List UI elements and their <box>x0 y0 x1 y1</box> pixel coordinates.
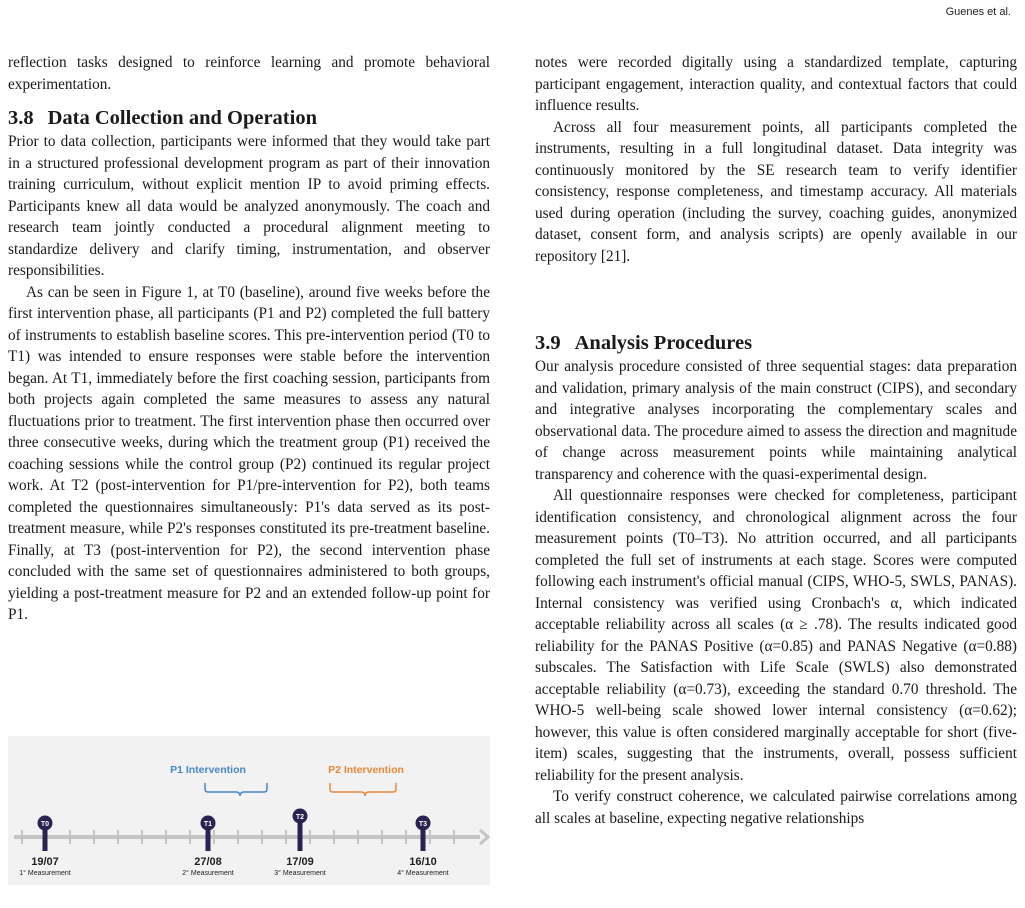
marker-caption: 4° Measurement <box>397 870 449 877</box>
marker-tag: T2 <box>295 814 305 821</box>
section-heading-3-8 <box>8 105 490 131</box>
marker-caption: 1° Measurement <box>19 870 71 877</box>
marker-caption: 3° Measurement <box>274 870 326 877</box>
marker-date: 16/10 <box>409 856 437 868</box>
paragraph-analysis-2: All questionnaire responses were checked for completeness, participant identification consistency, and chronological alignment across the four measurement points (T0–T3). No attrition occurred, and all participants completed the full set of instruments at each stage. Scores were computed following each instrument's official manual (CIPS, WHO-5, SWLS, PANAS). Internal consistency was verified using Cronbach's α, which indicated acceptable reliability across all scales (α ≥ .78). The results indicated good reliability for the PANAS Positive (α=0.85) and PANAS Negative (α=0.88) subscales. The Satisfaction with Life Scale (SWLS) also demonstrated acceptable reliability (α=0.73), exceeding the standard 0.70 threshold. The WHO-5 well-being scale showed lower internal consistency (α=0.62); however, this value is often considered marginally acceptable for short (five-item) scales, suggesting that the instruments, overall, possess sufficient reliability for the present analysis. <box>535 487 1017 784</box>
phase-label-p1: P1 Intervention <box>170 764 246 776</box>
left-column <box>8 52 490 626</box>
marker-date: 27/08 <box>194 856 222 868</box>
paragraph-data-collection-1: Prior to data collection, participants were informed that they would take part in a structured professional development program as part of their innovation training curriculum, without explicit mention IP to avoid priming effects. Participants knew all data would be analyzed anonymously. The coach and research team jointly conducted a procedural alignment meeting to standardize delivery and clarify timing, instrumentation, and observer responsibilities. <box>8 133 490 279</box>
marker-tag: T1 <box>203 821 213 828</box>
paragraph-notes: notes were recorded digitally using a standardized template, capturing participant engagement, interaction quality, and contextual factors that could influence results. <box>535 54 1017 114</box>
timeline-diagram <box>8 736 490 885</box>
marker-caption: 2° Measurement <box>182 870 234 877</box>
paragraph-across: Across all four measurement points, all participants completed the instruments, resulting in a full longitudinal dataset. Data integrity was continuously monitored by the SE research team to verify identifier consistency, response completeness, and timestamp accuracy. All materials used during operation (including the survey, coaching guides, anonymized dataset, consent form, and analysis scripts) are openly available in our repository [21]. <box>535 118 1017 265</box>
section-number: 3.9 <box>535 332 561 354</box>
right-column <box>535 52 1017 829</box>
paragraph-analysis-3: To verify construct coherence, we calculated pairwise correlations among all scales at baseline, expecting negative relationships <box>535 788 1017 827</box>
phase-label-p2: P2 Intervention <box>328 764 404 776</box>
marker-date: 17/09 <box>286 856 314 868</box>
marker-date: 19/07 <box>31 856 59 868</box>
timeline-figure <box>8 736 490 885</box>
section-title: Analysis Procedures <box>574 332 753 354</box>
paragraph-intro: reflection tasks designed to reinforce learning and promote behavioral experimentation. <box>8 54 490 93</box>
running-head: Guenes et al. <box>945 6 1011 18</box>
paragraph-data-collection-2: As can be seen in Figure 1, at T0 (baseline), around five weeks before the first intervention phase, all participants (P1 and P2) completed the full battery of instruments to establish baseline scores. This pre-intervention period (T0 to T1) was intended to ensure responses were stable before the intervention began. At T1, immediately before the first coaching session, participants from both projects again completed the same measures to assess any natural fluctuations prior to treatment. The first intervention phase then occurred over three consecutive weeks, during which the treatment group (P1) received the coaching sessions while the control group (P2) continued its regular project work. At T2 (post-intervention for P1/pre-intervention for P2), both teams completed the questionnaires simultaneously: P1's data served as its post-treatment measure, while P2's responses constituted its pre-treatment baseline. Finally, at T3 (post-intervention for P2), the second intervention phase concluded with the same set of questionnaires administered to both groups, yielding a post-treatment measure for P2 and an extended follow-up point for P1. <box>8 283 490 623</box>
section-number: 3.8 <box>8 107 34 129</box>
section-title: Data Collection and Operation <box>47 107 317 129</box>
paragraph-analysis-1: Our analysis procedure consisted of three sequential stages: data preparation and validation, primary analysis of the main construct (CIPS), and secondary and integrative analyses incorporating the complementary scales and observational data. The procedure aimed to assess the direction and magnitude of change across measurement points while maintaining analytical transparency and coherence with the quasi-experimental design. <box>535 358 1017 483</box>
marker-tag: T3 <box>418 821 428 828</box>
section-heading-3-9 <box>535 330 1017 356</box>
marker-tag: T0 <box>40 821 50 828</box>
